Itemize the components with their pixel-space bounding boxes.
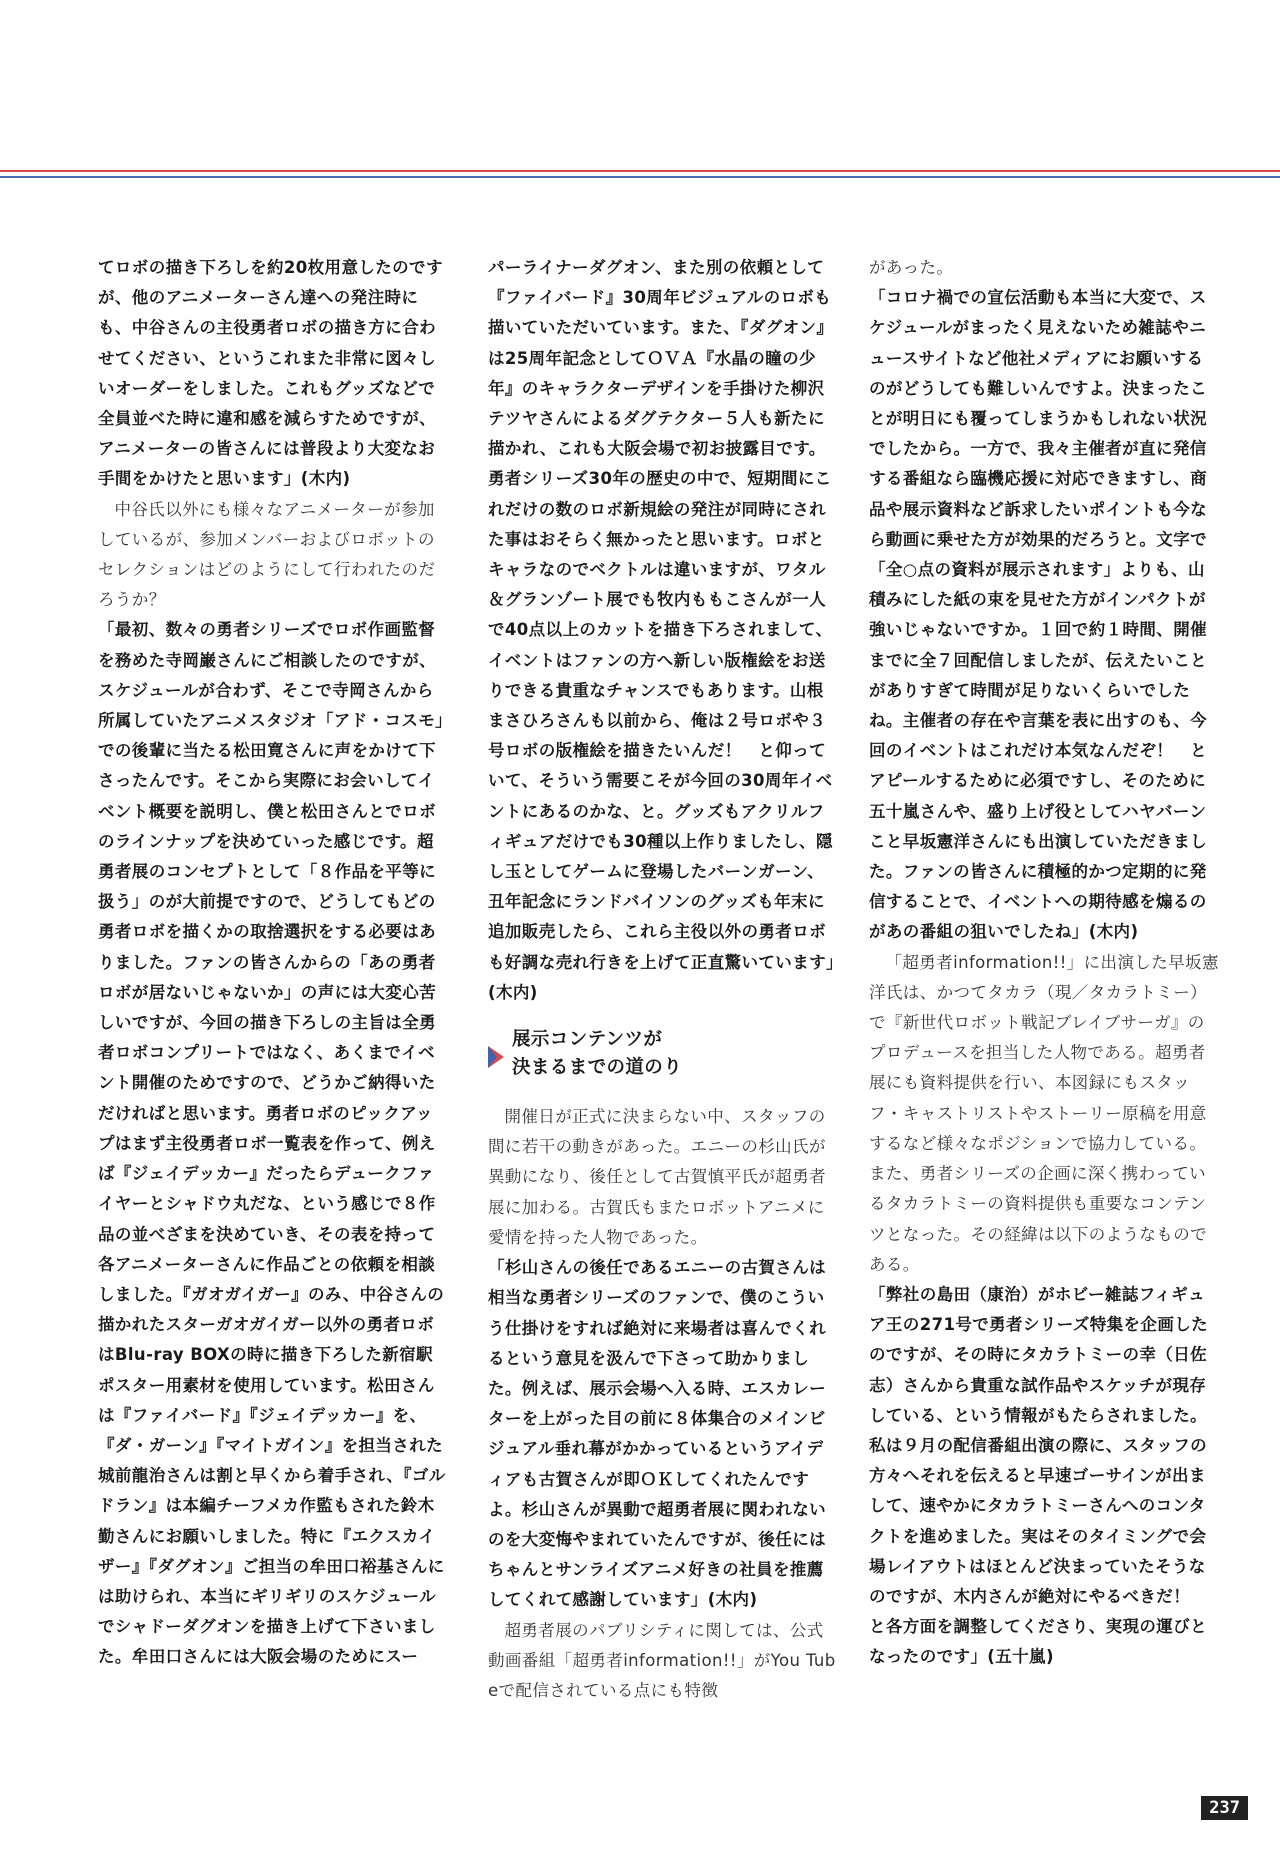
paragraph: 「杉山さんの後任であるエニーの古賀さんは相当な勇者シリーズのファンで、僕のこういう仕掛けをすれば絶対に来場者は喜んでくれるという意見を汲んで下さって助かりました。例えば、展示会場へ入る時、エスカレーターを上がった目の前に８体集合のメインビジュアル垂れ幕がかかっているというアイディアも古賀さんが即ＯＫしてくれたんですよ。杉山さんが異動で超勇者展に関われないのを大変悔やまれていたんですが、後任にはちゃんとサンライズアニメ好きの社員を推薦してくれて感謝しています」(木内)	[488, 1258, 826, 1610]
header-rule-blue	[0, 176, 1280, 178]
paragraph: 中谷氏以外にも様々なアニメーターが参加しているが、参加メンバーおよびロボットのセレクションはどのようにして行われたのだろうか？	[98, 499, 436, 610]
arrow-icon	[488, 1046, 504, 1068]
paragraph: てロボの描き下ろしを約20枚用意したのですが、他のアニメーターさん達への発注時にも、中谷さんの主役勇者ロボの描き方に合わせてください、というこれまた非常に図々しいオーダーをしました。これもグッズなどで全員並べた時に違和感を減らすためですが、アニメーターの皆さんには普段より大変なお手間をかけたと思います」(木内)	[98, 258, 443, 489]
paragraph: 「弊社の島田（康治）がホビー雑誌フィギュア王の271号で勇者シリーズ特集を企画したのですが、その時にタカラトミーの幸（日佐志）さんから貴重な試作品やスケッチが現存している、という情報がもたらされました。私は９月の配信番組出演の際に、スタッフの方々へそれを伝えると早速ゴーサインが出まして、速やかにタカラトミーさんへのコンタクトを進めました。実はそのタイミングで会場レイアウトはほとんど決まっていたそうなのですが、木内さんが絶対にやるべきだ！ と各方面を調整してくださり、実現の運びとなったのです」(五十嵐)	[869, 1284, 1209, 1667]
paragraph: があった。	[869, 258, 954, 277]
paragraph: 開催日が正式に決まらない中、スタッフの間に若干の動きがあった。エニーの杉山氏が異動になり、後任として古賀慎平氏が超勇者展に加わる。古賀氏もまたロボットアニメに愛情を持った人物であった。	[488, 1107, 826, 1247]
text-column-2	[488, 253, 838, 1706]
heading-line-1: 展示コンテンツが	[512, 1029, 663, 1051]
paragraph: 「超勇者information!!」に出演した早坂憲洋氏は、かつてタカラ（現／タカラトミー）で『新世代ロボット戦記ブレイブサーガ』のプロデュースを担当した人物である。超勇者展にも資料提供を行い、本図録にもスタッフ・キャストリストやストーリー原稿を用意するなど様々なポジションで協力している。また、勇者シリーズの企画に深く携わっているタカラトミーの資料提供も重要なコンテンツとなった。その経緯は以下のようなものである。	[869, 952, 1219, 1274]
paragraph: 「最初、数々の勇者シリーズでロボ作画監督を務めた寺岡巌さんにご相談したのですが、スケジュールが合わず、そこで寺岡さんから所属していたアニメスタジオ「アド・コスモ」での後輩に当たる松田寛さんに声をかけて下さったんです。そこから実際にお会いしてイベント概要を説明し、僕と松田さんとでロボのラインナップを決めていった感じです。超勇者展のコンセプトとして「８作品を平等に扱う」のが大前提ですので、どうしてもどの勇者ロボを描くかの取捨選択をする必要はありました。ファンの皆さんからの「あの勇者ロボが居ないじゃないか」の声には大変心苦しいですが、今回の描き下ろしの主旨は全勇者ロボコンプリートではなく、あくまでイベント開催のためですので、どうかご納得いただければと思います。勇者ロボのピックアップはまず主役勇者ロボ一覧表を作って、例えば『ジェイデッカー』だったらデュークファイヤーとシャドウ丸だな、という感じで８作品の並べざまを決めていき、その表を持って各アニメーターさんに作品ごとの依頼を相談しました。『ガオガイガー』のみ、中谷さんの描かれたスターガオガイガー以外の勇者ロボはBlu-ray BOXの時に描き下ろした新宿駅ポスター用素材を使用しています。松田さんは『ファイバード』『ジェイデッカー』を、『ダ・ガーン』『マイトガイン』を担当された城前龍治さんは割と早くから着手され、『ゴルドラン』は本編チーフメカ作監もされた鈴木勤さんにお願いしました。特に『エクスカイザー』『ダグオン』ご担当の牟田口裕基さんには助けられ、本当にギリギリのスケジュールでシャドーダグオンを描き上げて下さいました。牟田口さんには大阪会場のためにスー	[98, 620, 446, 1667]
section-heading	[488, 1026, 838, 1082]
paragraph: 「コロナ禍での宣伝活動も本当に大変で、スケジュールがまったく見えないため雑誌やニュースサイトなど他社メディアにお願いするのがどうしても難しいんですよ。決まったことが明日にも覆ってしまうかもしれない状況でしたから。一方で、我々主催者が直に発信する番組なら臨機応援に対応できますし、商品や展示資料など訴求したいポイントも今なら動画に乗せた方が効果的だろうと。文字で「全○点の資料が展示されます」よりも、山積みにした紙の束を見せた方がインパクトが強いじゃないですか。１回で約１時間、開催までに全７回配信しましたが、伝えたいことがありすぎて時間が足りないくらいでしたね。主催者の存在や言葉を表に出すのも、今回のイベントはこれだけ本気なんだぞ！ とアピールするために必須ですし、そのために五十嵐さんや、盛り上げ役としてハヤバーンこと早坂憲洋さんにも出演していただきました。ファンの皆さんに積極的かつ定期的に発信することで、イベントへの期待感を煽るのがあの番組の狙いでしたね」(木内)	[869, 288, 1207, 942]
text-column-1	[98, 253, 448, 1673]
page-number: 237	[1201, 1796, 1248, 1820]
header-rule-red	[0, 170, 1280, 172]
paragraph: パーライナーダグオン、また別の依頼として『ファイバード』30周年ビジュアルのロボも描いていただいています。また、『ダグオン』は25周年記念としてＯＶＡ『水晶の瞳の少年』のキャラクターデザインを手掛けた柳沢テツヤさんによるダグテクター５人も新たに描かれ、これも大阪会場で初お披露目です。勇者シリーズ30年の歴史の中で、短期間にこれだけの数のロボ新規絵の発注が同時にされた事はおそらく無かったと思います。ロボとキャラなのでベクトルは違いますが、ワタル＆グランゾート展でも牧内ももこさんが一人で40点以上のカットを描き下ろされまして、イベントはファンの方へ新しい版権絵をお送りできる貴重なチャンスでもあります。山根まさひろさんも以前から、俺は２号ロボや３号ロボの版権絵を描きたいんだ！ と仰っていて、そういう需要こそが今回の30周年イベントにあるのかな、と。グッズもアクリルフィギュアだけでも30種以上作りましたし、隠し玉としてゲームに登場したバーンガーン、丑年記念にランドバイソンのグッズも年末に追加販売したら、これら主役以外の勇者ロボも好調な売れ行きを上げて正直驚いています」(木内)	[488, 258, 835, 1002]
paragraph: 超勇者展のパブリシティに関しては、公式動画番組「超勇者information!!」がYou Tubeで配信されている点にも特徴	[488, 1620, 836, 1700]
text-column-3	[869, 253, 1219, 1673]
heading-line-2: 決まるまでの道のり	[512, 1057, 683, 1079]
